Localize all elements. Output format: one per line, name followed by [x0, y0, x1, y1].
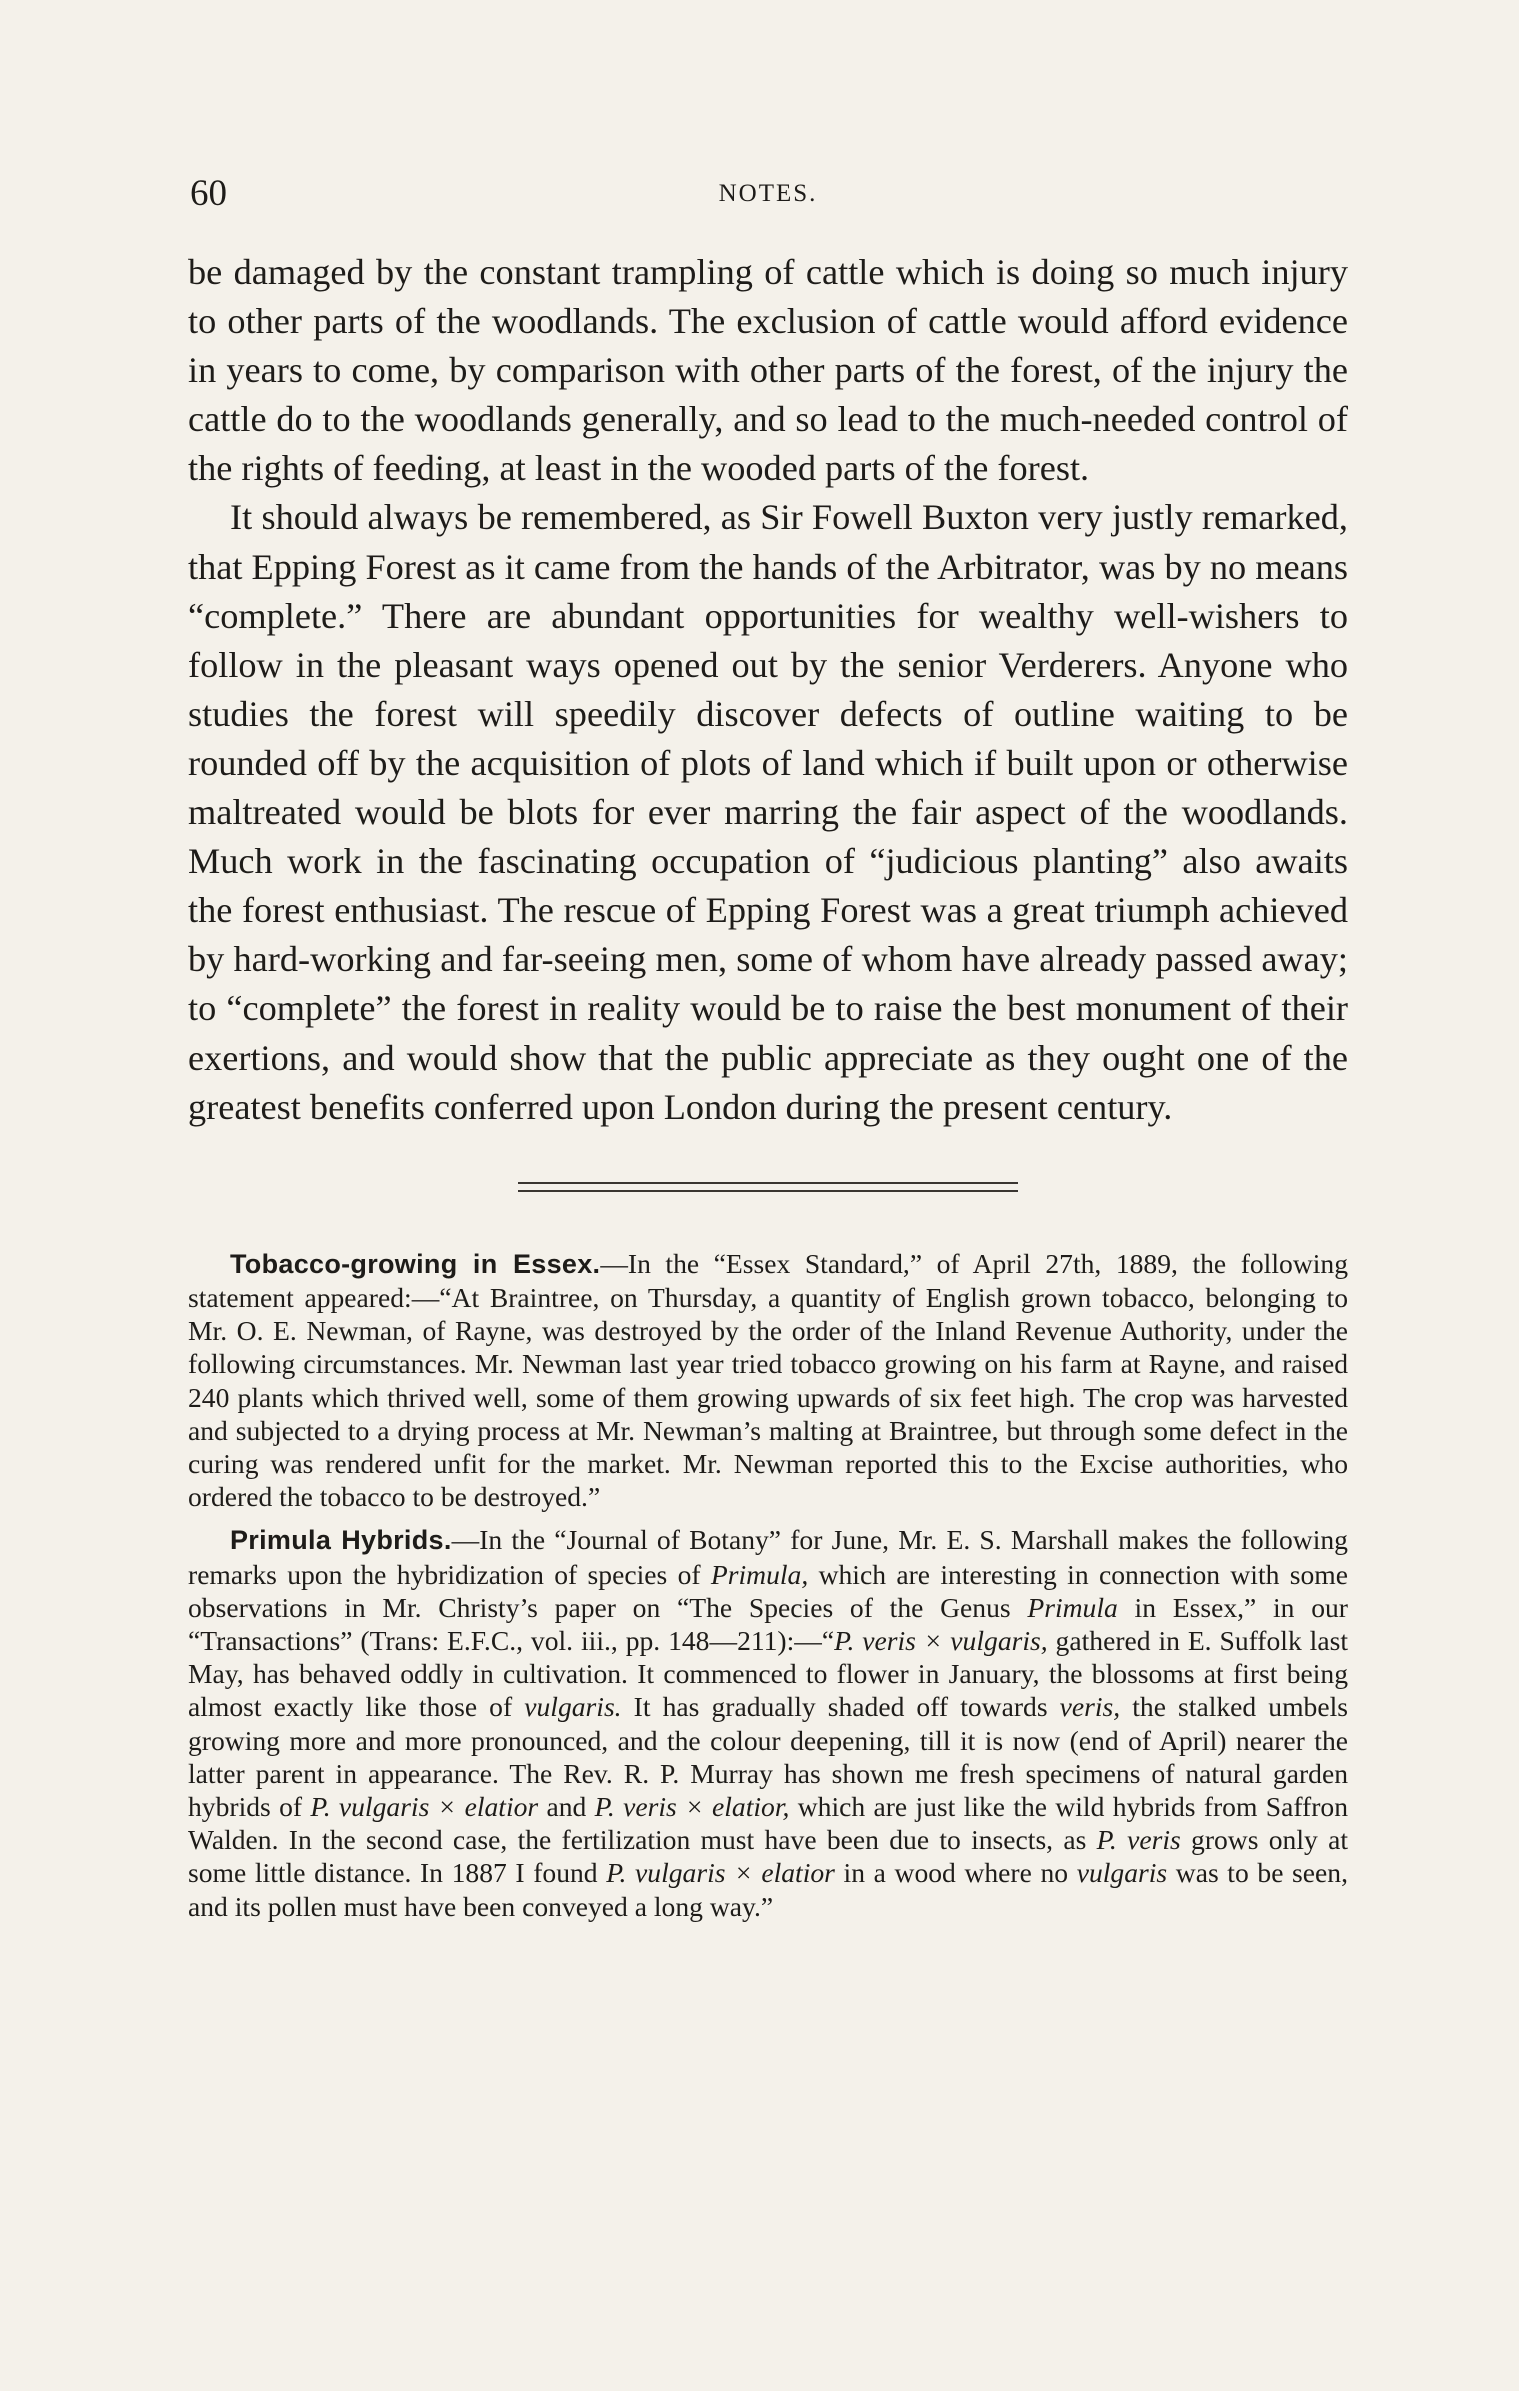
running-head — [188, 160, 1348, 220]
note-text: and — [538, 1790, 595, 1822]
note-italic: Primula, — [710, 1558, 809, 1590]
note-text: gathered in E. Suffolk last May, has behaved oddly in cultivation. It commenced to flower in January, the blossoms at first being almost exactly like those of — [188, 1624, 1348, 1723]
note-italic: P. veris × elatior, — [594, 1790, 790, 1822]
main-text — [188, 248, 1348, 1132]
note-text: It has gradually shaded off towards — [621, 1691, 1060, 1723]
note-text: was to be seen, and its pollen must have been conveyed a long way.” — [188, 1857, 1348, 1922]
note-text: in a wood where no — [834, 1857, 1077, 1889]
note-text: —In the “Journal of Botany” for June, Mr. E. S. Marshall makes the following remarks upon the hybridization of species of — [188, 1524, 1348, 1590]
main-paragraph-1: be damaged by the constant trampling of cattle which is doing so much injury to other parts of the woodlands. The exclusion of cattle would afford evidence in years to come, by comparison with other parts of the forest, of the injury the cattle do to the woodlands generally, and so lead to the much-needed control of the rights of feeding, at least in the wooded parts of the forest. — [188, 252, 1348, 489]
note-tobacco — [188, 1247, 1348, 1514]
note-italic: veris, — [1059, 1691, 1121, 1723]
note-italic: vulgaris. — [524, 1691, 622, 1723]
notes-section — [188, 1247, 1348, 1923]
note-body-tobacco: —In the “Essex Standard,” of April 27th, 1889, the following statement appeared:—“At Braintree, on Thursday, a quantity of English grown tobacco, belonging to Mr. O. E. Newman, of Rayne, was destroyed by the order of the Inland Revenue Authority, under the following circumstances. Mr. Newman last year tried tobacco growing on his farm at Rayne, and raised 240 plants which thrived well, some of them growing upwards of six feet high. The crop was harvested and subjected to a drying process at Mr. Newman’s malting at Braintree, but through some defect in the curing was rendered unfit for the market. Mr. Newman reported this to the Excise authorities, who ordered the tobacco to be destroyed.” — [188, 1247, 1349, 1513]
note-text: which are interesting in connection with some observations in Mr. Christy’s paper on “The Species of the Genus — [188, 1558, 1349, 1623]
running-title: NOTES. — [718, 180, 818, 207]
note-heading-tobacco: Tobacco-growing in Essex. — [230, 1248, 601, 1279]
note-italic: vulgaris — [1076, 1857, 1168, 1889]
note-text: the stalked umbels growing more and more pronounced, and the colour deepening, till it is now (end of April) nearer the latter parent in appearance. The Rev. R. P. Murray has shown me fresh specimens of natural garden hybrids of — [188, 1691, 1348, 1822]
page-number: 60 — [190, 173, 227, 214]
note-text: which are just like the wild hybrids from Saffron Walden. In the second case, the fertilization must have been due to insects, as — [188, 1790, 1348, 1856]
note-italic: P. vulgaris × elatior — [606, 1857, 835, 1889]
note-italic: P. vulgaris × elatior — [310, 1790, 539, 1822]
section-divider — [518, 1182, 1018, 1192]
note-text: in Essex,” in our “Transactions” (Trans: E.F.C., vol. iii., pp. 148—211):—“ — [188, 1591, 1349, 1656]
book-page — [188, 160, 1348, 1933]
note-italic: P. veris × vulgaris, — [834, 1624, 1048, 1656]
note-text: grows only at some little distance. In 1887 I found — [188, 1824, 1349, 1889]
note-italic: Primula — [1027, 1591, 1118, 1623]
note-heading-primula: Primula Hybrids. — [230, 1525, 452, 1556]
note-italic: P. veris — [1096, 1824, 1181, 1856]
note-primula — [188, 1523, 1348, 1922]
main-paragraph-2: It should always be remembered, as Sir Fowell Buxton very justly remarked, that Epping Forest as it came from the hands of the Arbitrator, was by no means “complete.” There are abundant opportunities for wealthy well-wishers to follow in the pleasant ways opened out by the senior Verderers. Anyone who studies the forest will speedily discover defects of outline waiting to be rounded off by the acquisition of plots of land which if built upon or otherwise maltreated would be blots for ever marring the fair aspect of the woodlands. Much work in the fascinating occupation of “judicious planting” also awaits the forest enthusiast. The rescue of Epping Forest was a great triumph achieved by hard-working and far-seeing men, some of whom have already passed away; to “complete” the forest in reality would be to raise the best monument of their exertions, and would show that the public appreciate as they ought one of the greatest benefits conferred upon London during the present century. — [188, 497, 1348, 1127]
